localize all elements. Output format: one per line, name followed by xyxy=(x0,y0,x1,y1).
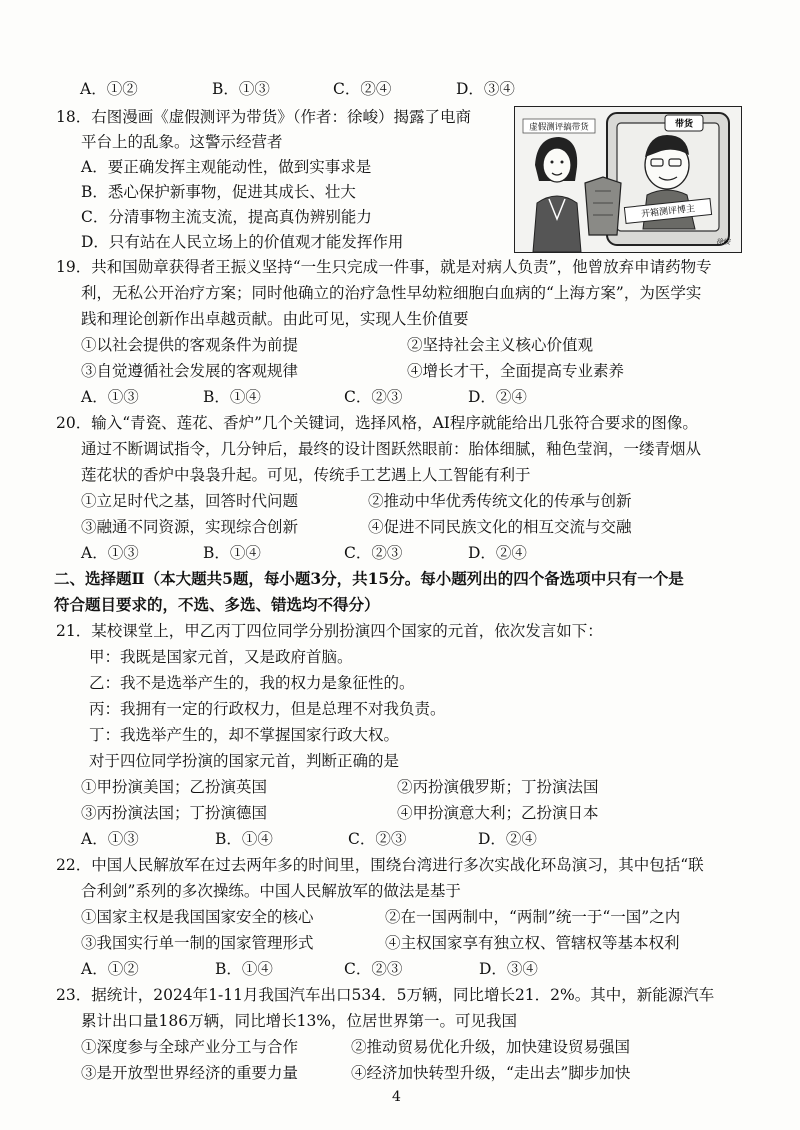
q22-item-4: ④主权国家享有独立权、管辖权等基本权利 xyxy=(385,934,680,952)
q20-stem-line2: 通过不断调试指令，几分钟后，最终的设计图跃然眼前：胎体细腻，釉色莹润，一缕青烟从 xyxy=(81,440,702,458)
q19-option-a: A．①③ xyxy=(81,388,139,406)
q19-stem-line1: 19．共和国勋章获得者王振义坚持“一生只完成一件事，就是对病人负责”，他曾放弃申请药物专 xyxy=(56,258,712,276)
q18-choice-c: C．分清事物主流支流，提高真伪辨别能力 xyxy=(81,208,372,226)
q20-option-d: D．②④ xyxy=(468,544,527,562)
q22-stem-line2: 合利剑”系列的多次操练。中国人民解放军的做法是基于 xyxy=(81,882,461,900)
q22-item-3: ③我国实行单一制的国家管理形式 xyxy=(81,934,314,952)
clothes-item xyxy=(585,177,621,235)
q22-option-c: C．②③ xyxy=(344,960,403,978)
q19-option-b: B．①④ xyxy=(203,388,261,406)
q18-cartoon xyxy=(514,106,742,253)
q23-item-1: ①深度参与全球产业分工与合作 xyxy=(81,1038,299,1056)
q20-stem-line1: 20．输入“青瓷、莲花、香炉”几个关键词，选择风格，AI程序就能给出几张符合要求的图像。 xyxy=(56,414,698,432)
q21-stem: 21．某校课堂上，甲乙丙丁四位同学分别扮演四个国家的元首，依次发言如下： xyxy=(56,622,603,640)
q20-item-1: ①立足时代之基，回答时代问题 xyxy=(81,492,299,510)
woman-body xyxy=(533,196,581,252)
woman-face xyxy=(543,148,571,182)
q19-option-c: C．②③ xyxy=(344,388,403,406)
q17-option-b: B．①③ xyxy=(212,80,270,98)
q18-stem-line2: 平台上的乱象。这警示经营者 xyxy=(81,133,283,151)
q20-item-2: ②推动中华优秀传统文化的传承与创新 xyxy=(368,492,632,510)
q21-speech-yi: 乙：我不是选举产生的，我的权力是象征性的。 xyxy=(89,674,415,692)
q21-item-4: ④甲扮演意大利；乙扮演日本 xyxy=(397,804,599,822)
page-number: 4 xyxy=(392,1089,401,1105)
q23-item-2: ②推动贸易优化升级，加快建设贸易强国 xyxy=(351,1038,631,1056)
q22-option-d: D．③④ xyxy=(479,960,538,978)
q21-item-3: ③丙扮演法国；丁扮演德国 xyxy=(81,804,268,822)
section-2-heading-line2: 符合题目要求的，不选、多选、错选均不得分） xyxy=(54,595,380,614)
q22-option-b: B．①④ xyxy=(215,960,273,978)
q23-item-4: ④经济加快转型升级，“走出去”脚步加快 xyxy=(351,1064,631,1082)
q21-option-b: B．①④ xyxy=(215,830,273,848)
q22-stem-line1: 22．中国人民解放军在过去两年多的时间里，围绕台湾进行多次实战化环岛演习，其中包括“联 xyxy=(56,856,704,874)
q20-option-b: B．①④ xyxy=(203,544,261,562)
sign-text: 虚假测评搞带货 xyxy=(529,122,589,133)
q21-speech-jia: 甲：我既是国家元首，又是政府首脑。 xyxy=(89,648,353,666)
q20-stem-line3: 莲花状的香炉中袅袅升起。可见，传统手工艺遇上人工智能有利于 xyxy=(81,466,531,484)
q19-stem-line3: 践和理论创新作出卓越贡献。由此可见，实现人生价值要 xyxy=(81,310,469,328)
q22-option-a: A．①② xyxy=(81,960,139,978)
q18-choice-d: D．只有站在人民立场上的价值观才能发挥作用 xyxy=(81,233,404,251)
q21-speech-bing: 丙：我拥有一定的行政权力，但是总理不对我负责。 xyxy=(89,700,446,718)
q22-item-1: ①国家主权是我国国家安全的核心 xyxy=(81,908,314,926)
banner-text: 开箱测评博主 xyxy=(640,204,696,220)
q22-item-2: ②在一国两制中，“两制”统一于“一国”之内 xyxy=(385,908,681,926)
q20-option-c: C．②③ xyxy=(344,544,403,562)
q21-question: 对于四位同学扮演的国家元首，判断正确的是 xyxy=(89,752,400,770)
q17-option-c: C．②④ xyxy=(333,80,392,98)
q21-option-a: A．①③ xyxy=(81,830,139,848)
q21-item-1: ①甲扮演美国；乙扮演英国 xyxy=(81,778,268,796)
q21-item-2: ②丙扮演俄罗斯；丁扮演法国 xyxy=(397,778,599,796)
q19-item-4: ④增长才干，全面提高专业素养 xyxy=(407,362,625,380)
q18-choice-b: B．悉心保护新事物，促进其成长、壮大 xyxy=(81,183,356,201)
q20-option-a: A．①③ xyxy=(81,544,139,562)
q19-item-1: ①以社会提供的客观条件为前提 xyxy=(81,336,299,354)
q21-speech-ding: 丁：我选举产生的，却不掌握国家行政大权。 xyxy=(89,726,400,744)
q18-stem-line1: 18．右图漫画《虚假测评为带货》（作者：徐峻）揭露了电商 xyxy=(56,108,471,126)
q19-stem-line2: 利，无私公开治疗方案；同时他确立的治疗急性早幼粒细胞白血病的“上海方案”，为医学实 xyxy=(81,284,702,302)
q18-choice-a: A．要正确发挥主观能动性，做到实事求是 xyxy=(81,158,372,176)
bubble-text: 带货 xyxy=(674,119,694,130)
q20-item-4: ④促进不同民族文化的相互交流与交融 xyxy=(368,518,632,536)
q17-option-a: A．①② xyxy=(80,80,138,98)
q23-item-3: ③是开放型世界经济的重要力量 xyxy=(81,1064,299,1082)
q20-item-3: ③融通不同资源，实现综合创新 xyxy=(81,518,299,536)
q23-stem-line2: 累计出口量186万辆，同比增长13%，位居世界第一。可见我国 xyxy=(81,1012,518,1030)
q23-stem-line1: 23．据统计，2024年1-11月我国汽车出口534．5万辆，同比增长21．2%。其中，新能源汽车 xyxy=(56,986,715,1004)
q19-item-3: ③自觉遵循社会发展的客观规律 xyxy=(81,362,299,380)
artist-signature: 徐峻 xyxy=(716,238,730,246)
section-2-heading-line1: 二、选择题Ⅱ（本大题共5题，每小题3分，共15分。每小题列出的四个备选项中只有一个是 xyxy=(54,569,684,588)
q17-option-d: D．③④ xyxy=(456,80,515,98)
q19-item-2: ②坚持社会主义核心价值观 xyxy=(407,336,594,354)
q19-option-d: D．②④ xyxy=(468,388,527,406)
cartoon-drawing xyxy=(515,107,741,252)
q21-option-c: C．②③ xyxy=(348,830,407,848)
q21-option-d: D．②④ xyxy=(478,830,537,848)
